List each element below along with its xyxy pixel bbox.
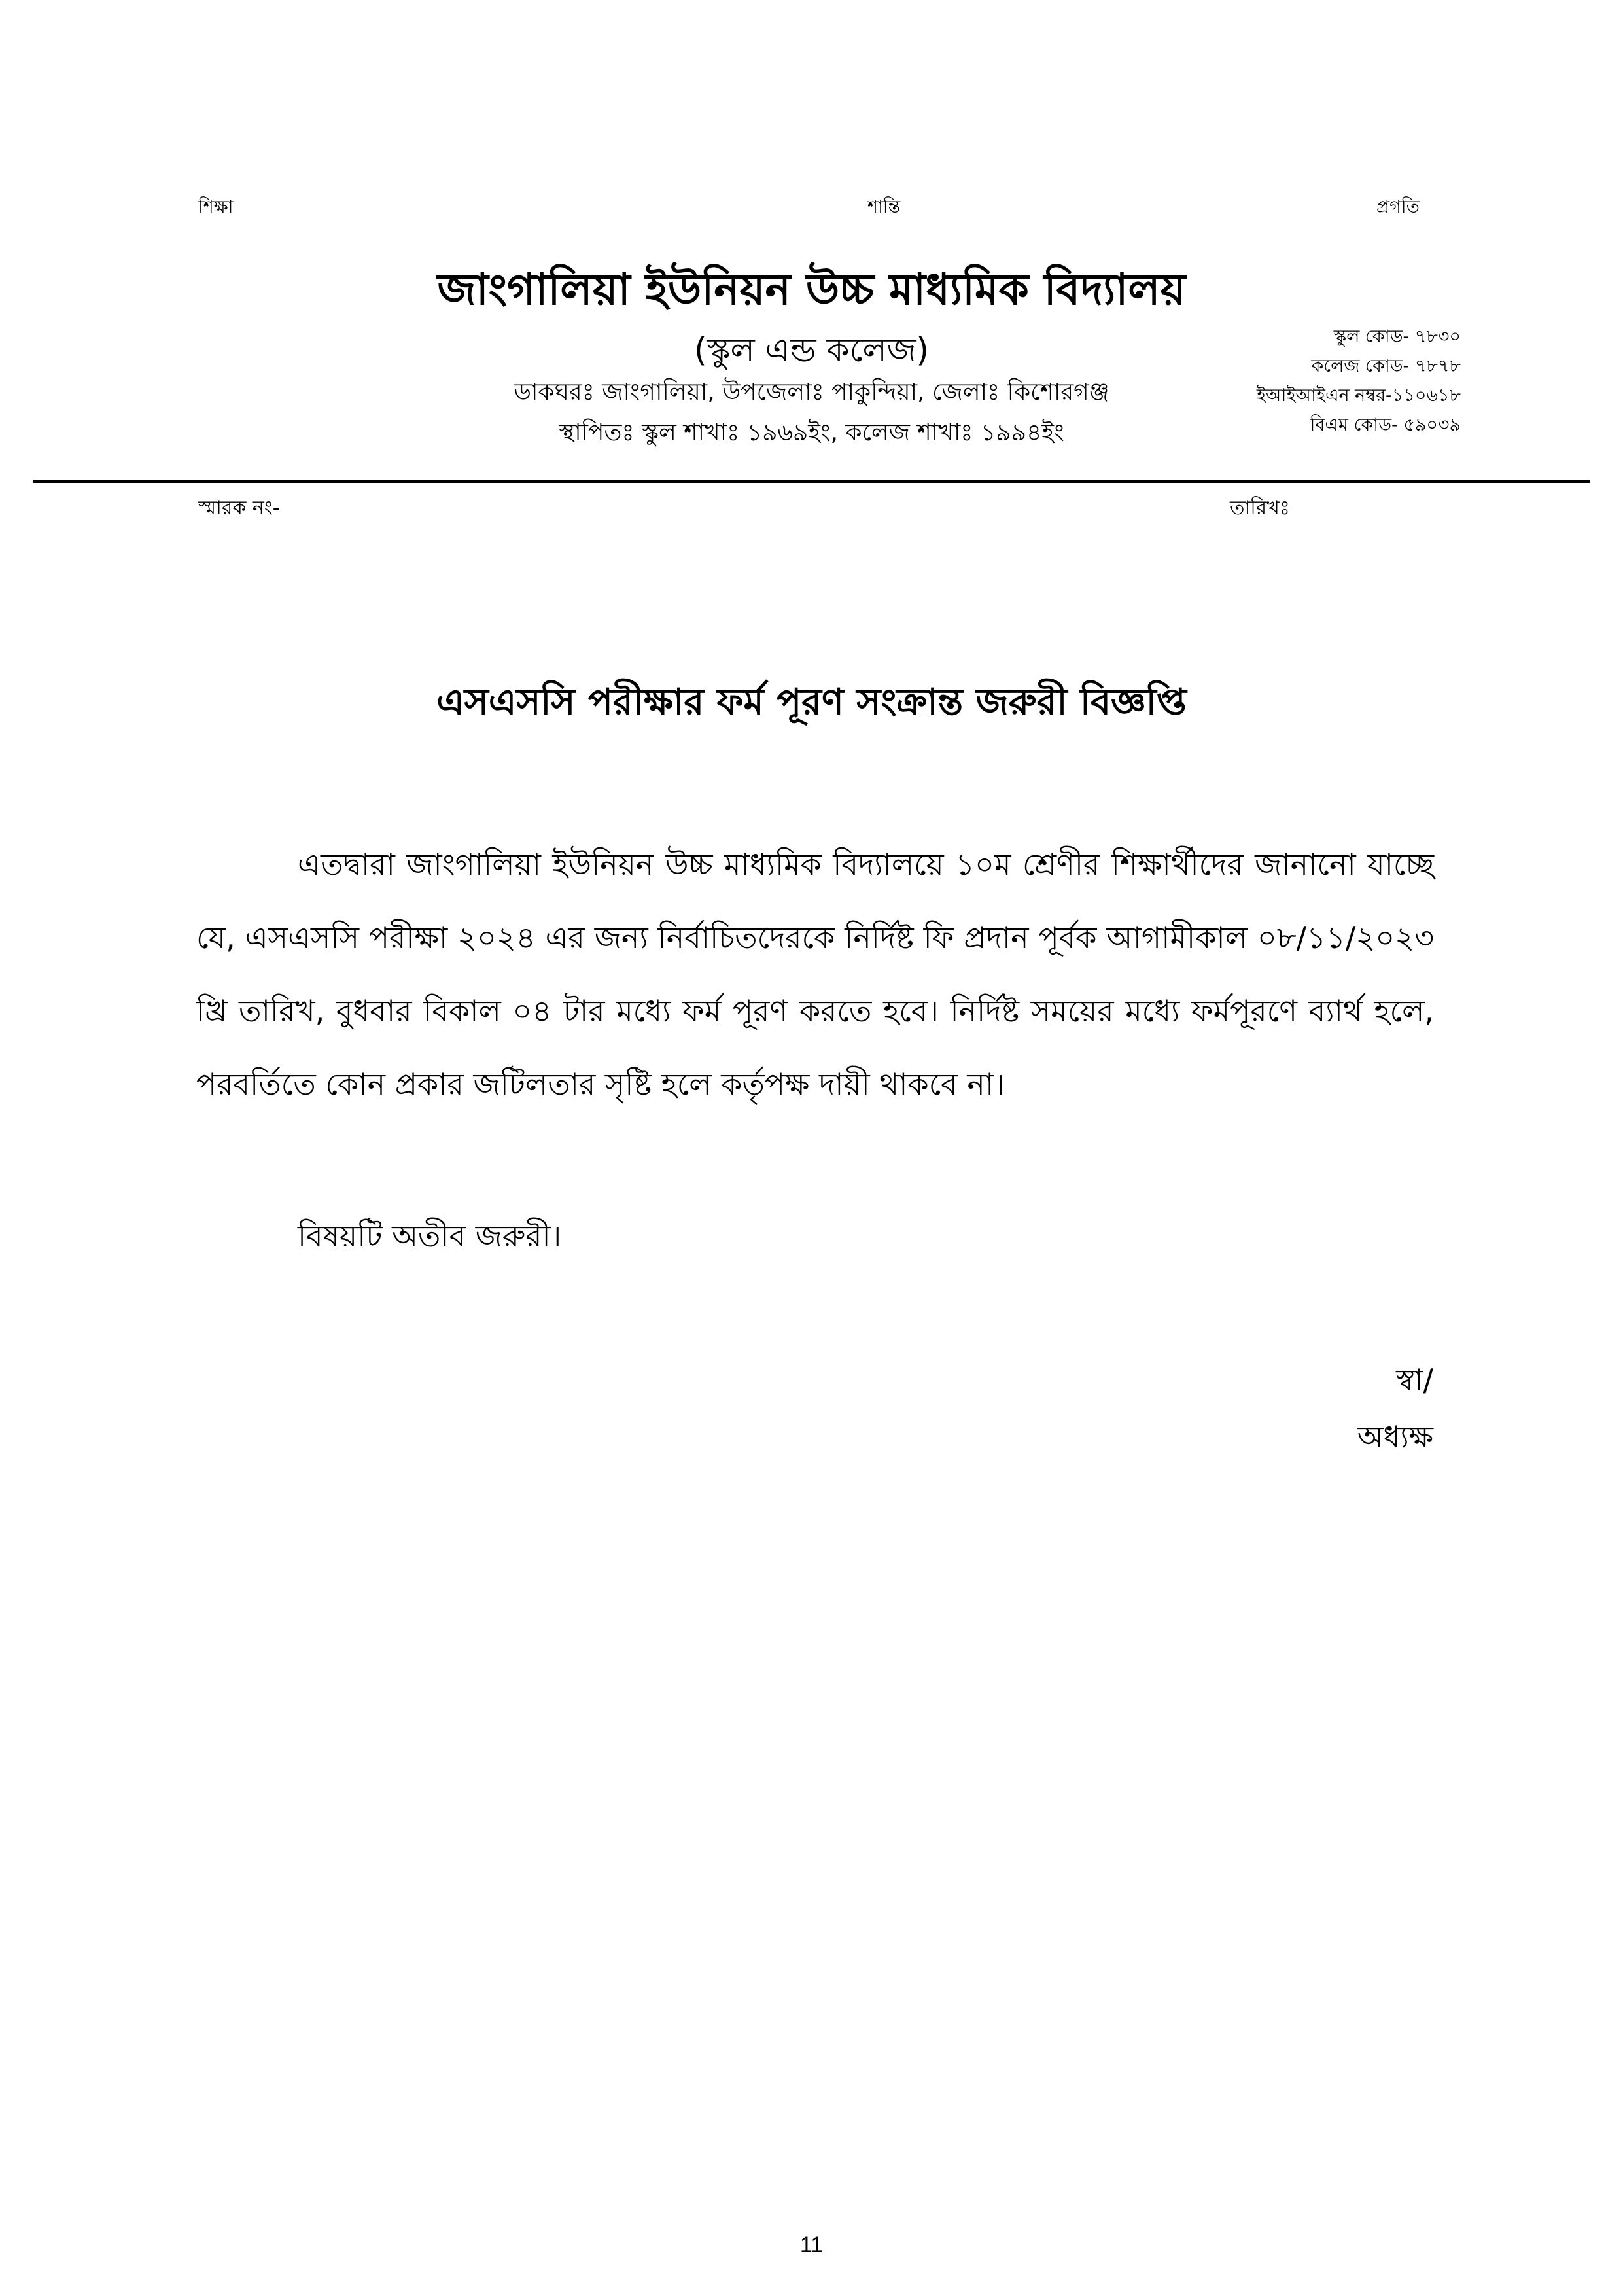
school-established: স্থাপিতঃ স্কুল শাখাঃ ১৯৬৯ইং, কলেজ শাখাঃ ১৯৯৪ইং (559, 419, 1064, 446)
page-number: 11 (799, 2233, 824, 2257)
notice-closing: বিষয়টি অতীব জরুরী। (298, 1218, 562, 1254)
notice-body: এতদ্বারা জাংগালিয়া ইউনিয়ন উচ্চ মাধ্যমিক বিদ্যালয়ে ১০ম শ্রেণীর শিক্ষার্থীদের জানানো যাচ্ছে যে, এসএসসি পরীক্ষা ২০২৪ এর জন্য নির্বাচিতদেরকে নির্দিষ্ট ফি প্রদান পূর্বক আগামীকাল ০৮/১১/২০২৩ খ্রি তারিখ, বুধবার বিকাল ০৪ টার মধ্যে ফর্ম পূরণ করতে হবে। নির্দিষ্ট সময়ের মধ্যে ফর্মপূরণে ব্যার্থ হলে, পরবর্তিতে কোন প্রকার জটিলতার সৃষ্টি হলে কর্তৃপক্ষ দায়ী থাকবে না। (196, 847, 1434, 1102)
eiin-number: ইআইআইএন নম্বর-১১০৬১৮ (1256, 385, 1461, 406)
institution-codes (1257, 322, 1461, 440)
header-divider (33, 480, 1590, 483)
date-label: তারিখঃ (1230, 497, 1290, 520)
school-subtitle: (স্কুল এন্ড কলেজ) (693, 331, 930, 369)
motto-peace: শান্তি (867, 197, 901, 217)
signature-mark: স্বা/ (1396, 1362, 1433, 1398)
school-name: জাংগালিয়া ইউনিয়ন উচ্চ মাধ্যমিক বিদ্যালয় (437, 264, 1186, 315)
memo-number-label: স্মারক নং- (198, 497, 280, 520)
signatory-title: অধ্যক্ষ (1357, 1419, 1433, 1455)
bm-code: বিএম কোড- ৫৯০৩৯ (1310, 415, 1461, 435)
college-code: কলেজ কোড- ৭৮৭৮ (1311, 356, 1461, 376)
motto-education: শিক্ষা (198, 197, 234, 217)
school-code: স্কুল কোড- ৭৮৩০ (1333, 327, 1461, 347)
school-address: ডাকঘরঃ জাংগালিয়া, উপজেলাঃ পাকুন্দিয়া, জেলাঃ কিশোরগঞ্জ (514, 379, 1109, 406)
notice-title: এসএসসি পরীক্ষার ফর্ম পূরণ সংক্রান্ত জরুরী বিজ্ঞপ্তি (436, 681, 1187, 724)
motto-progress: প্রগতি (1376, 197, 1420, 217)
